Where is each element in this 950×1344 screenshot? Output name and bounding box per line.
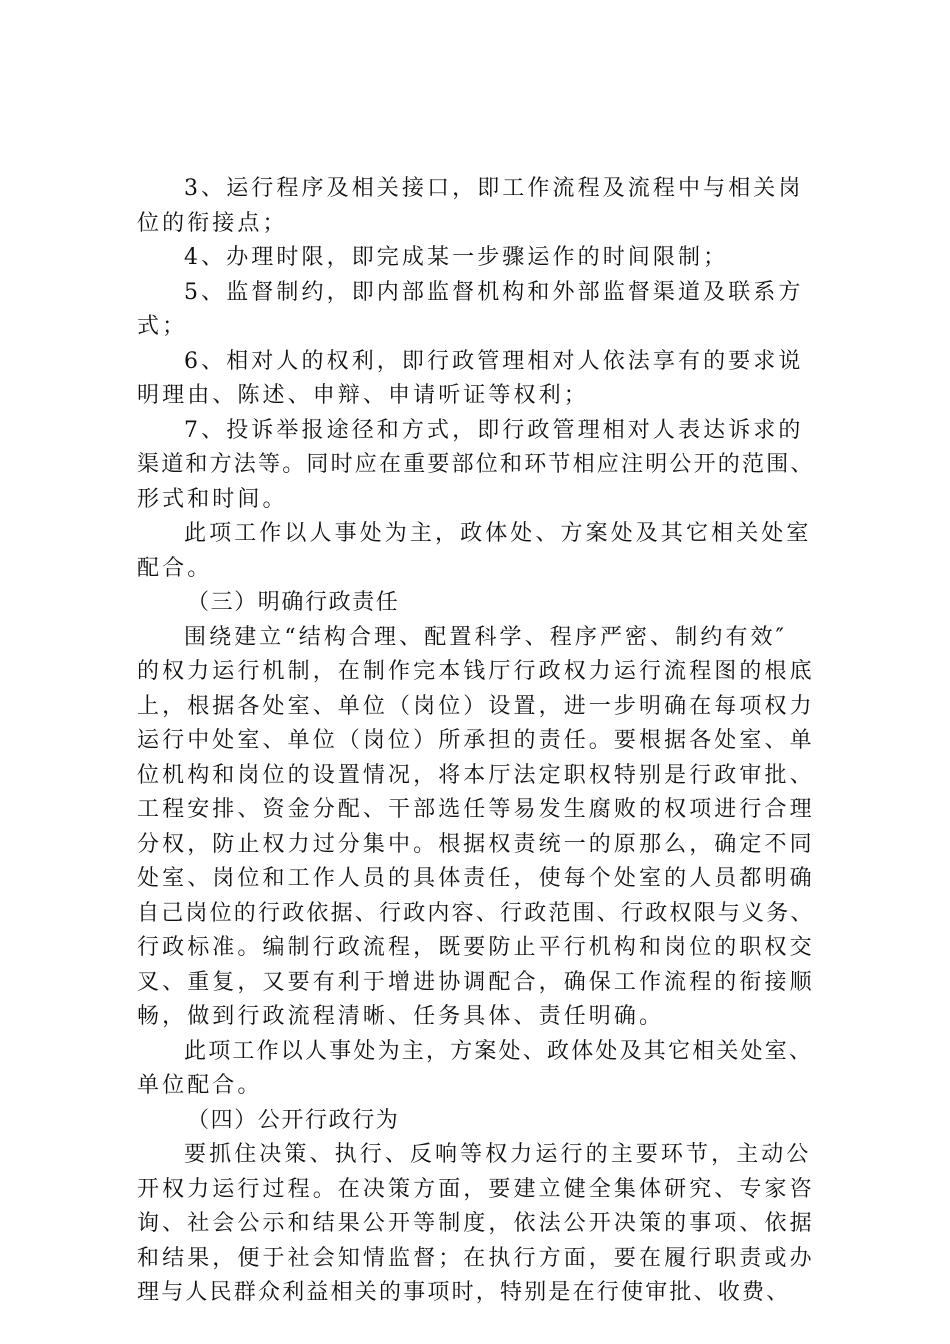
text-line: 4、办理时限，即完成某一步骤运作的时间限制； bbox=[184, 245, 729, 270]
text-line: 此项工作以人事处为主，方案处、政体处及其它相关处室、 bbox=[184, 1038, 814, 1064]
text-line: 3、运行程序及相关接口，即工作流程及流程中与相关岗 bbox=[184, 176, 804, 201]
text-line: 此项工作以人事处为主，政体处、方案处及其它相关处室 bbox=[184, 521, 812, 546]
text-line: 5、监督制约，即内部监督机构和外部监督渠道及联系方 bbox=[184, 279, 804, 305]
text-line: 询、社会公示和结果公开等制度，依法公开决策的事项、依据 bbox=[137, 1211, 815, 1236]
text-line: 要抓住决策、执行、反响等权力运行的主要环节，主动公 bbox=[184, 1142, 812, 1167]
document-body bbox=[137, 172, 827, 1311]
text-line: 处室、岗位和工作人员的具体责任，使每个处室的人员都明确 bbox=[137, 866, 815, 891]
text-line: 自己岗位的行政依据、行政内容、行政范围、行政权限与义务、 bbox=[137, 900, 815, 926]
text-line: 开权力运行过程。在决策方面，要建立健全集体研究、专家咨 bbox=[137, 1176, 815, 1202]
text-line: 分权，防止权力过分集中。根据权责统一的原那么，确定不同 bbox=[137, 831, 815, 857]
section-heading: （四）公开行政行为 bbox=[187, 1107, 400, 1133]
text-line: 行政标准。编制行政流程，既要防止平行机构和岗位的职权交 bbox=[137, 935, 815, 960]
text-line: 单位配合。 bbox=[137, 1073, 263, 1098]
text-line: 式； bbox=[137, 314, 188, 339]
text-line: 7、投诉举报途径和方式，即行政管理相对人表达诉求的 bbox=[184, 417, 804, 443]
text-line: 围绕建立“结构合理、配置科学、程序严密、制约有效″ bbox=[184, 624, 787, 650]
text-line: 叉、重复，又要有利于增进协调配合，确保工作流程的衔接顺 bbox=[137, 969, 815, 995]
text-line: 形式和时间。 bbox=[137, 486, 288, 512]
text-line: 明理由、陈述、申辩、申请听证等权利； bbox=[137, 383, 589, 408]
text-line: 畅，做到行政流程清晰、任务具体、责任明确。 bbox=[137, 1004, 665, 1029]
text-line: 和结果，便于社会知情监督；在执行方面，要在履行职责或办 bbox=[137, 1245, 815, 1271]
text-line: 工程安排、资金分配、干部选任等易发生腐败的权项进行合理 bbox=[137, 797, 815, 822]
section-heading: （三）明确行政责任 bbox=[187, 590, 400, 615]
text-line: 的权力运行机制，在制作完本钱厅行政权力运行流程图的根底 bbox=[137, 659, 815, 684]
text-line: 运行中处室、单位（岗位）所承担的责任。要根据各处室、单 bbox=[137, 728, 815, 753]
text-line: 位的衔接点； bbox=[137, 210, 288, 236]
text-line: 位机构和岗位的设置情况，将本厅法定职权特别是行政审批、 bbox=[137, 762, 815, 788]
text-line: 理与人民群众利益相关的事项时，特别是在行使审批、收费、 bbox=[137, 1280, 791, 1305]
text-line: 配合。 bbox=[137, 555, 213, 581]
text-line: 上，根据各处室、单位（岗位）设置，进一步明确在每项权力 bbox=[137, 693, 815, 719]
text-line: 渠道和方法等。同时应在重要部位和环节相应注明公开的范围、 bbox=[137, 452, 815, 477]
text-line: 6、相对人的权利，即行政管理相对人依法享有的要求说 bbox=[184, 348, 804, 374]
